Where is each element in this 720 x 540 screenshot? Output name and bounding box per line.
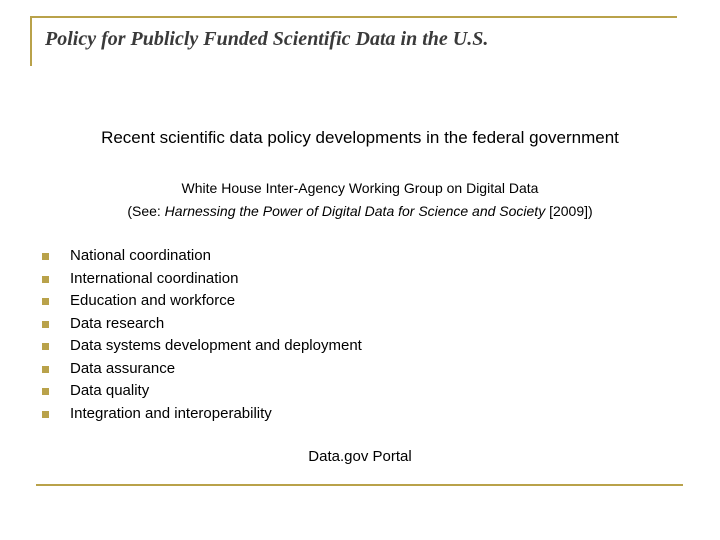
- square-bullet-icon: [42, 343, 49, 350]
- list-item-label: International coordination: [70, 269, 239, 287]
- slide-subtitle: Recent scientific data policy developments in the federal government: [101, 128, 619, 147]
- working-group-name: White House Inter-Agency Working Group on Digital Data: [181, 180, 539, 196]
- slide-title: Policy for Publicly Funded Scientific Data in the U.S.: [45, 28, 489, 50]
- square-bullet-icon: [42, 366, 49, 373]
- list-item-label: National coordination: [70, 247, 211, 264]
- square-bullet-icon: [42, 298, 49, 305]
- reference-prefix: (See:: [127, 203, 165, 219]
- working-group-reference: [0, 203, 720, 219]
- portal-label: [0, 448, 720, 465]
- portal-text: Data.gov Portal: [308, 448, 412, 465]
- list-item-label: Integration and interoperability: [70, 404, 272, 422]
- list-item-label: Data assurance: [70, 359, 176, 377]
- top-border-line: [30, 16, 677, 18]
- square-bullet-icon: [42, 253, 49, 260]
- list-item-label: Data quality: [70, 382, 150, 399]
- list-item-label: Data systems development and deployment: [70, 337, 362, 354]
- list-item-label: Data research: [70, 314, 165, 332]
- list-item-label: Education and workforce: [70, 292, 236, 309]
- square-bullet-icon: [42, 411, 49, 418]
- bottom-border-line: [36, 484, 683, 486]
- reference-suffix: [2009]): [545, 203, 593, 219]
- left-border-line: [30, 16, 32, 66]
- square-bullet-icon: [42, 276, 49, 283]
- square-bullet-icon: [42, 321, 49, 328]
- square-bullet-icon: [42, 388, 49, 395]
- reference-report-title: Harnessing the Power of Digital Data for Science and Society: [164, 203, 546, 219]
